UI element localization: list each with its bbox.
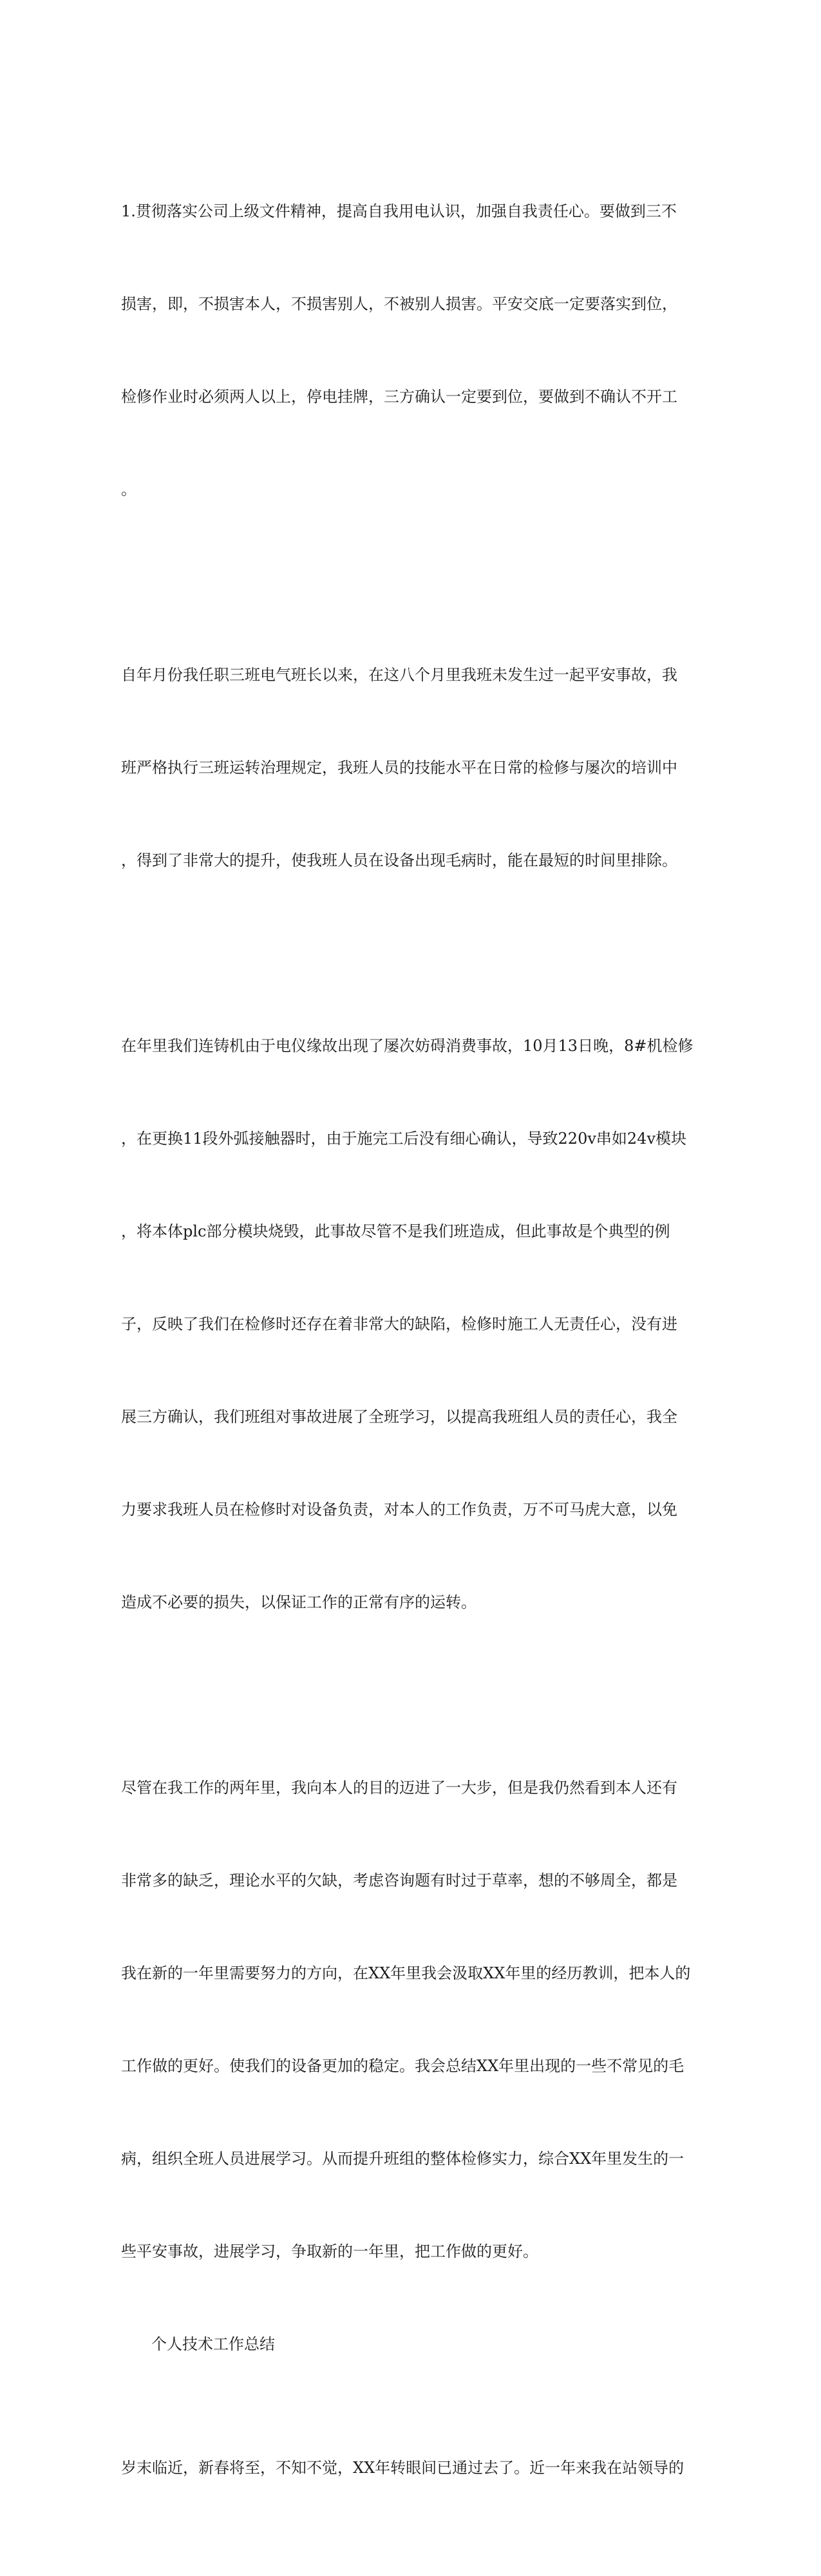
text-line: ，得到了非常大的提升，使我班人员在设备出现毛病时，能在最短的时间里排除。 [121, 851, 677, 869]
text-line: 些平安事故，进展学习，争取新的一年里，把工作做的更好。 [121, 2242, 538, 2260]
document-body [121, 134, 698, 2576]
text-line: 1.贯彻落实公司上级文件精神，提高自我用电认识，加强自我责任心。要做到三不 [121, 202, 677, 220]
text-line: 子，反映了我们在检修时还存在着非常大的缺陷，检修时施工人无责任心，没有进 [121, 1315, 677, 1333]
paragraph-4 [121, 1710, 698, 2329]
text-line: 班严格执行三班运转治理规定，我班人员的技能水平在日常的检修与屡次的培训中 [121, 759, 677, 777]
text-line: 检修作业时必须两人以上，停电挂牌，三方确认一定要到位，要做到不确认不开工 [121, 388, 677, 406]
text-line: 在年里我们连铸机由于电仪缘故出现了屡次妨碍消费事故，10月13日晚，8#机检修 [121, 1037, 694, 1055]
text-line: 工作做的更好。使我们的设备更加的稳定。我会总结XX年里出现的一些不常见的毛 [121, 2057, 684, 2075]
text-line: 造成不必要的损失，以保证工作的正常有序的运转。 [121, 1593, 477, 1611]
text-line: 尽管在我工作的两年里，我向本人的目的迈进了一大步，但是我仍然看到本人还有 [121, 1779, 677, 1797]
text-line: 。 [121, 480, 137, 498]
text-line: ，将本体plc部分模块烧毁，此事故尽管不是我们班造成，但此事故是个典型的例 [121, 1222, 670, 1240]
text-line: 展三方确认，我们班组对事故进展了全班学习，以提高我班组人员的责任心，我全 [121, 1408, 677, 1426]
text-line: 自年月份我任职三班电气班长以来，在这八个月里我班未发生过一起平安事故，我 [121, 666, 677, 684]
paragraph-5 [121, 2391, 698, 2545]
paragraph-2 [121, 598, 698, 938]
text-line: 损害，即，不损害本人，不损害别人，不被别人损害。平安交底一定要落实到位， [121, 295, 677, 313]
text-line: 我在新的一年里需要努力的方向，在XX年里我会汲取XX年里的经历教训，把本人的 [121, 1964, 691, 1982]
text-line: ，在更换11段外弧接触器时，由于施完工后没有细心确认，导致220v串如24v模块 [121, 1130, 687, 1148]
text-line: 岁末临近，新春将至，不知不觉，XX年转眼间已通过去了。近一年来我在站领导的 [121, 2459, 684, 2477]
paragraph-3 [121, 969, 698, 1680]
paragraph-1 [121, 134, 698, 567]
text-line: 非常多的缺乏，理论水平的欠缺，考虑咨询题有时过于草率，想的不够周全，都是 [121, 1871, 677, 1889]
text-line: 力要求我班人员在检修时对设备负责，对本人的工作负责，万不可马虎大意，以免 [121, 1501, 677, 1519]
section-heading: 个人技术工作总结 [151, 2335, 275, 2353]
text-line: 病，组织全班人员进展学习。从而提升班组的整体检修实力，综合XX年里发生的一 [121, 2150, 684, 2168]
